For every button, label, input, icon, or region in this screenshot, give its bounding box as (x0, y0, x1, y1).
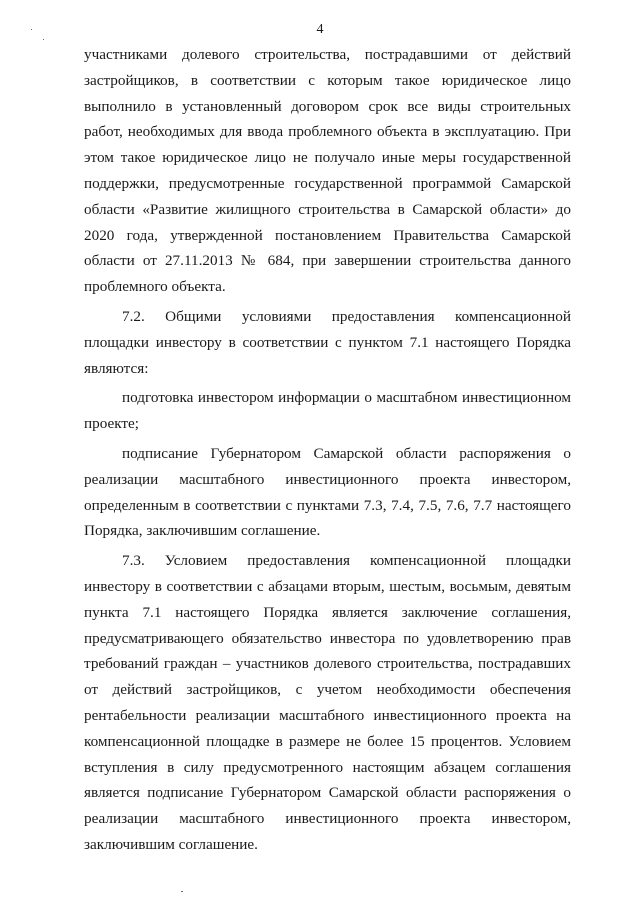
paragraph-7-2: 7.2. Общими условиями предоставления компенсационной площадки инвестору в соответствии с пунктом 7.1 настоящего Порядка являются: (84, 307, 571, 377)
scan-speck (181, 891, 183, 892)
paragraph-7-3: 7.3. Условием предоставления компенсационной площадки инвестору в соответствии с абзацами вторым, шестым, восьмым, девятым пункта 7.1 настоящего Порядка является заключение соглашения, предусматривающего обязательство инвестора по удовлетворению прав требований граждан – участников долевого строительства, пострадавших от действий застройщиков, с учетом необходимости обеспечения рентабельности реализации масштабного инвестиционного проекта на компенсационной площадке в размере не более 15 процентов. Условием вступления в силу предусмотренного настоящим абзацем соглашения является подписание Губернатором Самарской области распоряжения о реализации масштабного инвестиционного проекта инвестором, заключившим соглашение. (84, 552, 571, 853)
paragraph-continuation: участниками долевого строительства, пострадавшими от действий застройщиков, в соответствии с которым такое юридическое лицо выполнило в установленный договором срок все виды строительных работ, необходимых для ввода проблемного объекта в эксплуатацию. При этом такое юридическое лицо не получало иные меры государственной поддержки, предусмотренные государственной программой Самарской области «Развитие жилищного строительства в Самарской области» до 2020 года, утвержденной постановлением Правительства Самарской области от 27.11.2013 № 684, при завершении строительства данного проблемного объекта. (84, 46, 571, 296)
scan-speck (43, 39, 44, 40)
document-body (84, 42, 571, 858)
paragraph-condition-2: подписание Губернатором Самарской области распоряжения о реализации масштабного инвестиционного проекта инвестором, определенным в соответствии с пунктами 7.3, 7.4, 7.5, 7.6, 7.7 настоящего Порядка, заключившим соглашение. (84, 444, 571, 540)
paragraph-condition-1: подготовка инвестором информации о масштабном инвестиционном проекте; (84, 389, 571, 433)
page-number: 4 (316, 22, 324, 37)
